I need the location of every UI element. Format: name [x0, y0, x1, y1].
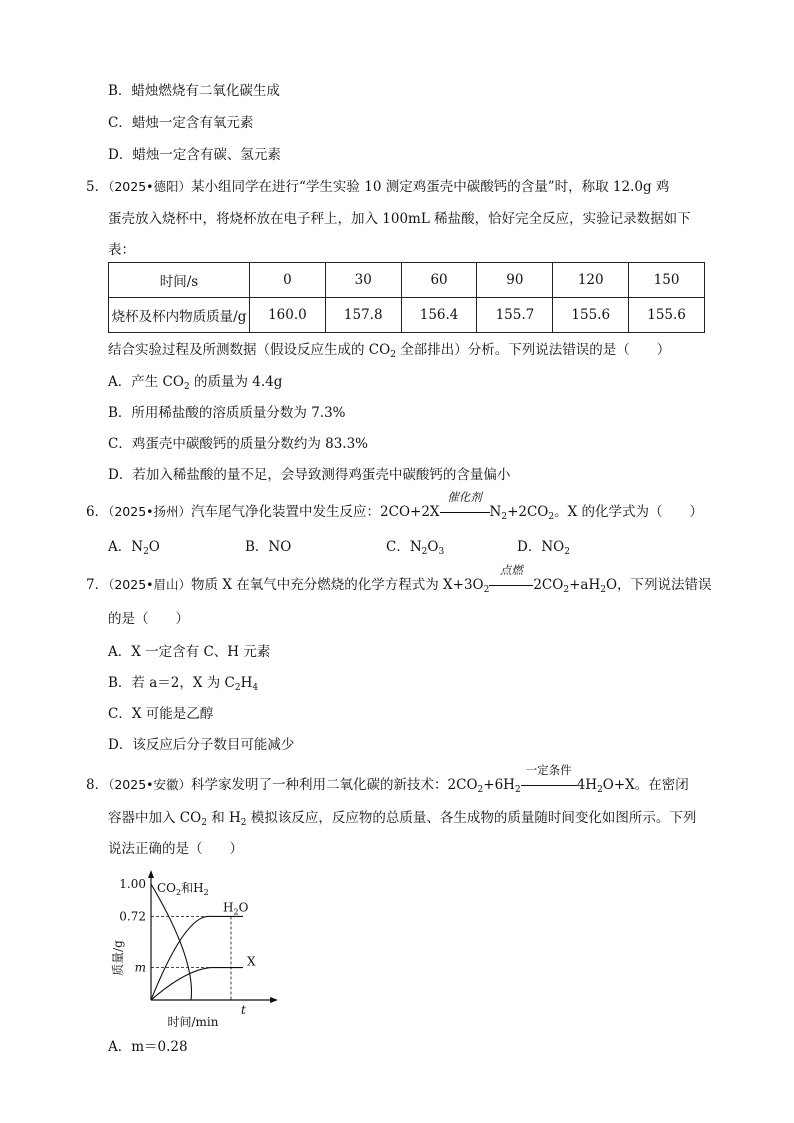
subscript: 2 — [514, 785, 521, 795]
subscript: 2 — [483, 585, 490, 595]
table-cell: 155.6 — [553, 298, 629, 333]
table-cell: 120 — [553, 263, 629, 298]
q6-condition: 催化剂 — [447, 490, 482, 504]
table-cell: 157.8 — [325, 298, 401, 333]
q5-option-a-post: 的质量为 4.4g — [189, 374, 283, 390]
y-tick-label: 1.00 — [119, 877, 146, 891]
subscript: 2 — [477, 785, 484, 795]
q8-stem-line2 — [108, 809, 696, 827]
q5-number: 5． — [86, 179, 109, 195]
q8-stem-post: 4H — [576, 777, 598, 793]
subscript: 2 — [548, 512, 555, 522]
series-label-co2-h2 — [157, 881, 209, 897]
q6-product-pre: N — [489, 504, 502, 520]
q7-option-a: A．X 一定含有 C、H 元素 — [108, 644, 271, 660]
table-cell: 156.4 — [401, 298, 477, 333]
q6-option-c-label: C．N — [386, 539, 422, 555]
q8-reaction-arrow — [521, 763, 577, 794]
q8-line2-mid: 和 H — [206, 810, 241, 826]
q7-stem-post2: +aH — [569, 577, 601, 593]
subscript: 2 — [597, 785, 603, 795]
subscript: 2 — [563, 585, 570, 595]
q8-line2-post: 模拟该反应，反应物的总质量、各生成物的质量随时间变化如图所示。下列 — [246, 810, 697, 826]
q5-data-table — [108, 262, 705, 333]
q7-stem-pre: 物质 X 在氧气中充分燃烧的化学方程式为 X+3O — [191, 577, 484, 593]
subscript: 2 — [564, 547, 570, 557]
q5-option-a-pre: A．产生 CO — [108, 374, 184, 390]
label-part: 和H — [181, 881, 204, 895]
q8-stem-mid: +6H — [483, 777, 515, 793]
q7-condition: 点燃 — [499, 563, 523, 577]
q5-option-c: C．鸡蛋壳中碳酸钙的质量分数约为 83.3% — [108, 436, 369, 452]
q6-option-b: B．NO — [245, 539, 292, 555]
q5-stem-text1: 某小组同学在进行“学生实验 10 测定鸡蛋壳中碳酸钙的含量”时，称取 12.0g 鸡 — [191, 179, 670, 195]
table-cell: 155.7 — [477, 298, 553, 333]
q7-source: （2025•眉山） — [108, 577, 192, 592]
q8-stem-post2: O+X。在密闭 — [602, 777, 689, 793]
q6-option-c — [386, 538, 444, 556]
table-cell: 0 — [250, 263, 326, 298]
y-tick-label: m — [134, 960, 146, 975]
x-axis-label: 时间/min — [167, 1015, 219, 1029]
q8-stem-line3: 说法正确的是（ ） — [108, 841, 243, 857]
series-line-h2o — [151, 916, 243, 1000]
q6-option-a — [108, 538, 160, 556]
table-row — [109, 298, 705, 333]
q6-option-d-label: D．NO — [517, 539, 565, 555]
q7-stem-line2: 的是（ ） — [108, 611, 189, 627]
q5-stem-line1 — [86, 178, 669, 196]
q8-option-a: A．m＝0.28 — [108, 1039, 188, 1055]
q7-option-d: D．该反应后分子数目可能减少 — [108, 737, 295, 753]
subscript: 2 — [240, 818, 247, 828]
x-axis-arrow — [270, 997, 278, 1003]
table-cell: 150 — [629, 263, 705, 298]
subscript: 2 — [390, 350, 396, 360]
y-axis-label: 质量/g — [111, 940, 125, 976]
subscript: 2 — [600, 585, 606, 595]
label-part: H — [223, 900, 234, 915]
subscript: 2 — [501, 512, 508, 522]
q6-reaction-arrow — [440, 490, 490, 521]
label-part: X — [247, 954, 256, 969]
subscript: 3 — [438, 547, 445, 557]
table-cell: 155.6 — [629, 298, 705, 333]
q5-option-a — [108, 373, 282, 391]
reaction-bar — [521, 785, 577, 786]
q8-line2-pre: 容器中加入 CO — [108, 810, 202, 826]
q8-stem-pre: 科学家发明了一种利用二氧化碳的新技术：2CO — [191, 777, 478, 793]
subscript: 2 — [143, 547, 149, 557]
q8-condition: 一定条件 — [525, 763, 572, 777]
series-line-co2-h2 — [151, 884, 192, 1000]
q8-source: （2025•安徽） — [108, 777, 192, 792]
subscript: 2 — [234, 683, 241, 693]
q5-option-b: B．所用稀盐酸的溶质质量分数为 7.3% — [108, 405, 346, 421]
q6-option-c-post: O — [427, 539, 439, 555]
q6-stem-text: 汽车尾气净化装置中发生反应：2CO+2X — [191, 504, 440, 520]
q5-question — [108, 341, 670, 359]
q7-stem — [86, 563, 712, 595]
q4-option-c: C．蜡烛一定含有氧元素 — [108, 115, 254, 131]
q8-mass-time-chart — [108, 868, 278, 1036]
q5-question-pre: 结合实验过程及所测数据（假设反应生成的 CO — [108, 342, 391, 358]
table-cell: 90 — [477, 263, 553, 298]
q7-option-b-pre: B．若 a＝2，X 为 C — [108, 675, 235, 691]
y-tick-label: 0.72 — [119, 909, 146, 924]
table-cell: 时间/s — [109, 263, 250, 298]
q5-question-post: 全部排出）分析。下列说法错误的是（ ） — [395, 342, 671, 358]
table-cell: 160.0 — [250, 298, 326, 333]
label-part: 2 — [203, 888, 209, 897]
table-cell: 烧杯及杯内物质质量/g — [109, 298, 250, 333]
subscript: 2 — [421, 547, 428, 557]
q6-option-d — [517, 538, 570, 556]
q4-option-b: B．蜡烛燃烧有二氧化碳生成 — [108, 83, 280, 99]
q7-stem-post: 2CO — [533, 577, 564, 593]
q5-stem-line3: 表： — [108, 242, 135, 258]
q7-stem-post3: O，下列说法错误 — [605, 577, 712, 593]
table-cell: 30 — [325, 263, 401, 298]
q6-product-post: +2CO — [507, 504, 549, 520]
q7-number: 7． — [86, 577, 109, 593]
q6-number: 6． — [86, 504, 109, 520]
q8-number: 8． — [86, 777, 109, 793]
subscript: 4 — [252, 683, 259, 693]
q5-source: （2025•德阳） — [108, 179, 192, 194]
q5-option-d: D．若加入稀盐酸的量不足，会导致测得鸡蛋壳中碳酸钙的含量偏小 — [108, 467, 511, 483]
table-header-row — [109, 263, 705, 298]
table-cell: 60 — [401, 263, 477, 298]
q6-option-a-post: O — [148, 539, 160, 555]
label-part: 2 — [176, 888, 182, 897]
q6-source: （2025•扬州） — [108, 504, 192, 519]
subscript: 2 — [201, 818, 207, 828]
q8-stem — [86, 763, 689, 795]
q4-option-d: D．蜡烛一定含有碳、氢元素 — [108, 147, 281, 163]
series-label-x — [247, 955, 256, 969]
y-axis-arrow — [148, 870, 154, 878]
label-part: O — [238, 900, 249, 915]
subscript: 2 — [183, 382, 190, 392]
x-end-label: t — [241, 1003, 246, 1017]
q7-option-b — [108, 674, 258, 692]
q6-stem — [86, 490, 704, 522]
q7-reaction-arrow — [489, 563, 533, 594]
reaction-bar — [489, 585, 533, 586]
q7-option-b-mid: H — [240, 675, 253, 691]
q6-tail: 。X 的化学式为（ ） — [554, 504, 704, 520]
series-line-x — [151, 968, 243, 1000]
reaction-bar — [440, 512, 490, 513]
q7-option-c: C．X 可能是乙醇 — [108, 706, 214, 722]
series-label-h2o — [223, 900, 249, 916]
q5-stem-line2: 蛋壳放入烧杯中，将烧杯放在电子秤上，加入 100mL 稀盐酸，恰好完全反应，实验记录数据如下 — [108, 211, 691, 227]
label-part: 2 — [233, 907, 239, 917]
q6-option-a-label: A．N — [108, 539, 144, 555]
label-part: CO — [157, 881, 177, 895]
